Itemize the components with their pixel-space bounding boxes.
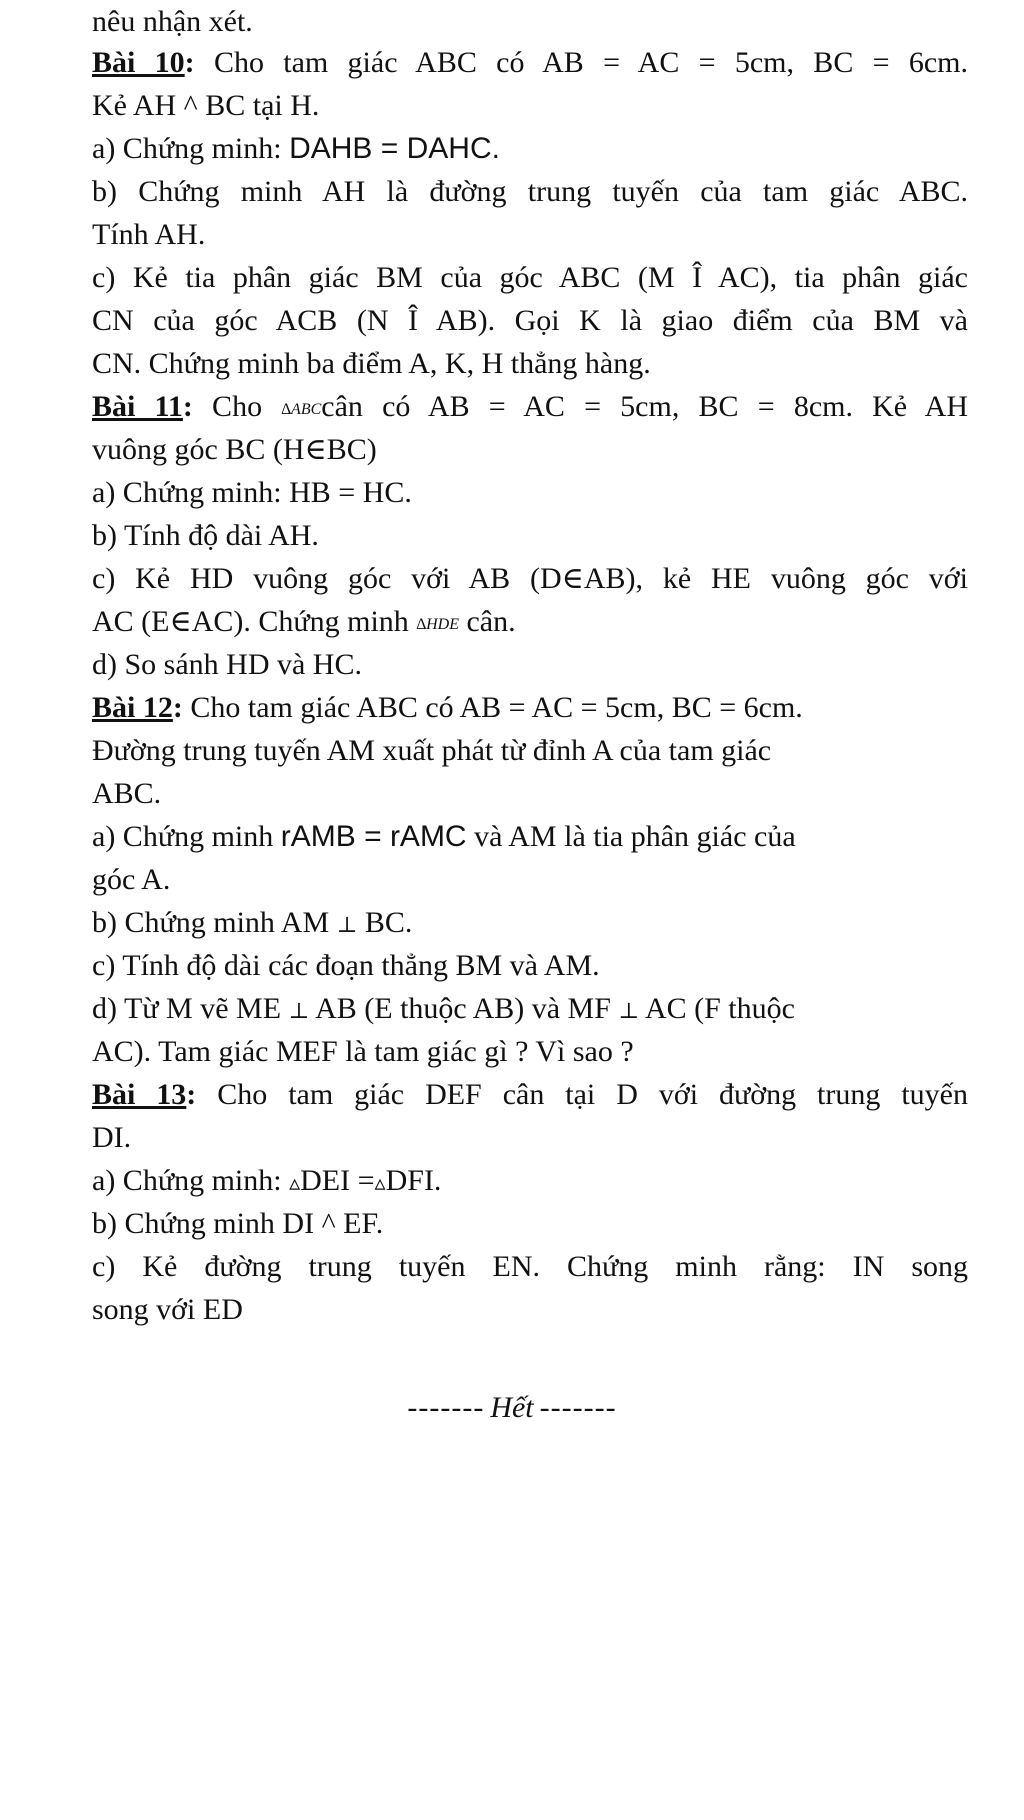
bai11-part-b: b) Tính độ dài AH. (92, 519, 319, 552)
bai13-part-b: b) Chứng minh DI ^ EF. (92, 1207, 384, 1240)
perpendicular-symbol: ⊥ (336, 912, 358, 937)
perpendicular-symbol: ⊥ (288, 998, 310, 1023)
bai10-intro-line-2: Kẻ AH ^ BC tại H. (92, 89, 320, 122)
bai11-part-c-line-2: AC (E∈AC). Chứng minh ∆HDE cân. (92, 605, 516, 638)
bai12-part-c: c) Tính độ dài các đoạn thẳng BM và AM. (92, 949, 600, 982)
bai13-part-a: a) Chứng minh: ▵DEI =▵DFI. (92, 1164, 442, 1197)
bai12-part-a-line-2: góc A. (92, 863, 171, 896)
bai13-intro-line-1: Bài 13: Cho tam giác DEF cân tại D với đường trung tuyến (92, 1078, 968, 1111)
bai13-label: Bài 13 (92, 1078, 187, 1111)
bai11-intro-line-1: Bài 11: Cho ∆ABCcân có AB = AC = 5cm, BC = 8cm. Kẻ AH (92, 390, 968, 423)
bai12-part-a-line-1: a) Chứng minh rAMB = rAMC và AM là tia phân giác của (92, 820, 796, 853)
triangle-abc-symbol: ∆ABC (281, 401, 322, 418)
end-marker: ------- Hết ------- (407, 1391, 617, 1424)
bai12-part-b: b) Chứng minh AM ⊥ BC. (92, 906, 413, 939)
bai10-part-b-line-2: Tính AH. (92, 218, 206, 251)
bai10-part-a: a) Chứng minh: DAHB = DAHC. (92, 132, 500, 165)
bai10-part-c-line-2: CN của góc ACB (N Î AB). Gọi K là giao điểm của BM và (92, 304, 968, 337)
intro-tail-line (92, 2, 253, 42)
bai11-part-a: a) Chứng minh: HB = HC. (92, 476, 412, 509)
triangle-hde-symbol: ∆HDE (416, 616, 459, 633)
bai11-label: Bài 11 (92, 390, 183, 423)
bai12-intro-line-2: Đường trung tuyến AM xuất phát từ đỉnh A của tam giác (92, 734, 772, 767)
bai13-part-c-line-2: song với ED (92, 1293, 243, 1326)
bai10-part-b-line-1: b) Chứng minh AH là đường trung tuyến của tam giác ABC. (92, 175, 968, 208)
triangle-symbol: ▵ (374, 1170, 386, 1195)
bai10-label: Bài 10 (92, 46, 185, 79)
bai12-intro-line-1: Bài 12: Cho tam giác ABC có AB = AC = 5cm, BC = 6cm. (92, 691, 803, 724)
triangle-symbol: ▵ (289, 1170, 301, 1195)
bai12-part-d-line-1: d) Từ M vẽ ME ⊥ AB (E thuộc AB) và MF ⊥ AC (F thuộc (92, 992, 795, 1025)
bai12-intro-line-3: ABC. (92, 777, 162, 810)
bai11-part-c-line-1: c) Kẻ HD vuông góc với AB (D∈AB), kẻ HE vuông góc với (92, 562, 968, 595)
bai12-part-d-line-2: AC). Tam giác MEF là tam giác gì ? Vì sao ? (92, 1035, 634, 1068)
bai11-intro-line-2: vuông góc BC (H∈BC) (92, 433, 377, 466)
bai12-label: Bài 12 (92, 691, 173, 724)
bai13-part-c-line-1: c) Kẻ đường trung tuyến EN. Chứng minh rằng: IN song (92, 1250, 968, 1283)
bai10-part-c-line-3: CN. Chứng minh ba điểm A, K, H thẳng hàng. (92, 347, 651, 380)
bai10-intro-line-1: Bài 10: Cho tam giác ABC có AB = AC = 5cm, BC = 6cm. (92, 46, 968, 79)
bai10-part-c-line-1: c) Kẻ tia phân giác BM của góc ABC (M Î AC), tia phân giác (92, 261, 968, 294)
intro-tail-text: nêu nhận xét. (92, 5, 253, 38)
bai11-part-d: d) So sánh HD và HC. (92, 648, 362, 681)
bai13-intro-line-2: DI. (92, 1121, 132, 1154)
perpendicular-symbol: ⊥ (618, 998, 640, 1023)
